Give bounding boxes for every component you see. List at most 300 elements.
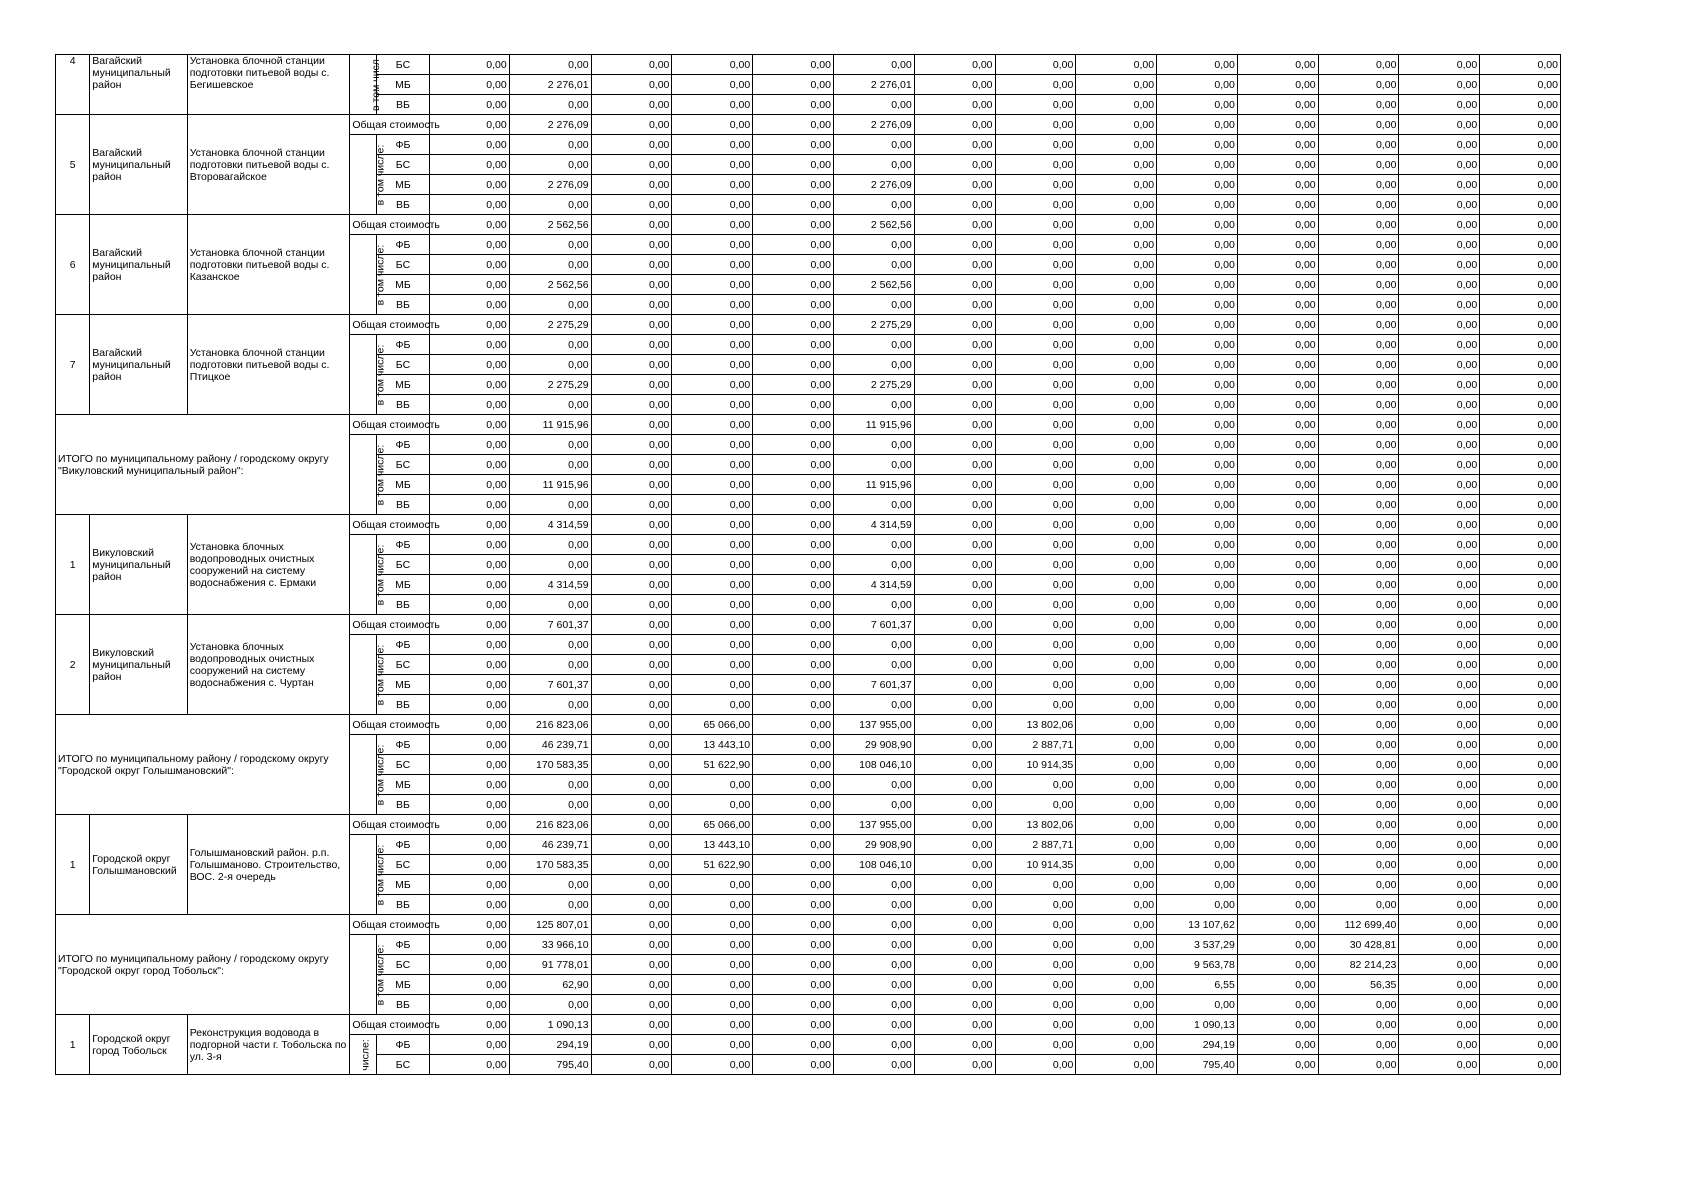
value-cell: 0,00 [753, 875, 834, 895]
value-cell: 4 314,59 [509, 515, 591, 535]
table-row [56, 215, 1642, 235]
fund-type-cell: ВБ [376, 195, 429, 215]
value-cell: 0,00 [1399, 575, 1480, 595]
value-cell: 0,00 [1399, 195, 1480, 215]
value-cell: 0,00 [672, 975, 753, 995]
value-cell: 0,00 [1399, 855, 1480, 875]
value-cell: 0,00 [1480, 855, 1561, 875]
value-cell: 0,00 [914, 795, 995, 815]
value-cell: 0,00 [1237, 915, 1318, 935]
value-cell: 0,00 [672, 475, 753, 495]
value-cell: 0,00 [833, 255, 914, 275]
value-cell: 0,00 [1318, 875, 1399, 895]
value-cell: 0,00 [430, 715, 510, 735]
total-label-cell: ИТОГО по муниципальному району / городскому округу "Викуловский муниципальный район": [56, 415, 350, 515]
value-cell: 0,00 [430, 675, 510, 695]
value-cell: 0,00 [1237, 575, 1318, 595]
total-row [56, 715, 1642, 735]
value-cell: 0,00 [430, 295, 510, 315]
value-cell: 0,00 [753, 475, 834, 495]
total-label-cell: ИТОГО по муниципальному району / городскому округу "Городской округ Голышмановский": [56, 715, 350, 815]
including-text: в том числе: [374, 344, 387, 405]
value-cell: 0,00 [591, 335, 672, 355]
value-cell: 0,00 [430, 875, 510, 895]
value-cell: 0,00 [1318, 255, 1399, 275]
value-cell: 0,00 [753, 255, 834, 275]
value-cell: 0,00 [430, 795, 510, 815]
value-cell: 0,00 [1157, 855, 1238, 875]
value-cell: 0,00 [995, 515, 1076, 535]
including-text: в том числе: [374, 944, 387, 1005]
value-cell: 0,00 [1076, 595, 1157, 615]
value-cell: 0,00 [1399, 955, 1480, 975]
value-cell: 0,00 [833, 795, 914, 815]
total-cost-label: Общая стоимость [350, 915, 430, 935]
value-cell: 0,00 [1399, 95, 1480, 115]
value-cell: 0,00 [672, 895, 753, 915]
value-cell: 0,00 [833, 895, 914, 915]
value-cell: 0,00 [833, 595, 914, 615]
value-cell: 0,00 [591, 515, 672, 535]
value-cell: 0,00 [833, 535, 914, 555]
value-cell: 0,00 [1157, 655, 1238, 675]
value-cell: 2 276,09 [509, 115, 591, 135]
value-cell: 0,00 [753, 195, 834, 215]
value-cell: 0,00 [1399, 775, 1480, 795]
value-cell: 0,00 [753, 275, 834, 295]
value-cell: 0,00 [1399, 355, 1480, 375]
fund-type-cell: МБ [376, 275, 429, 295]
table-row [56, 815, 1642, 835]
fund-type-cell: МБ [376, 675, 429, 695]
value-cell: 0,00 [672, 195, 753, 215]
value-cell: 2 562,56 [509, 215, 591, 235]
value-cell: 0,00 [753, 1015, 834, 1035]
value-cell: 0,00 [430, 975, 510, 995]
total-cost-label: Общая стоимость [350, 1015, 430, 1035]
value-cell: 0,00 [1318, 435, 1399, 455]
value-cell: 0,00 [672, 375, 753, 395]
value-cell: 0,00 [1076, 1055, 1157, 1075]
value-cell: 0,00 [1480, 435, 1561, 455]
value-cell: 0,00 [591, 655, 672, 675]
value-cell: 0,00 [995, 775, 1076, 795]
value-cell: 0,00 [591, 795, 672, 815]
including-label [350, 335, 387, 415]
value-cell: 0,00 [995, 575, 1076, 595]
value-cell: 0,00 [753, 855, 834, 875]
value-cell: 0,00 [672, 355, 753, 375]
value-cell: 0,00 [1237, 135, 1318, 155]
value-cell: 0,00 [672, 535, 753, 555]
value-cell: 0,00 [509, 95, 591, 115]
value-cell: 0,00 [1480, 415, 1561, 435]
value-cell: 0,00 [1237, 975, 1318, 995]
value-cell: 0,00 [591, 95, 672, 115]
value-cell: 0,00 [1237, 1035, 1318, 1055]
including-label [350, 1035, 377, 1075]
row-index: 1 [56, 815, 90, 915]
value-cell: 0,00 [833, 695, 914, 715]
value-cell: 0,00 [1318, 815, 1399, 835]
value-cell: 11 915,96 [833, 415, 914, 435]
value-cell: 0,00 [753, 535, 834, 555]
value-cell: 0,00 [591, 215, 672, 235]
value-cell: 0,00 [591, 855, 672, 875]
value-cell: 0,00 [672, 115, 753, 135]
value-cell: 0,00 [1480, 215, 1561, 235]
value-cell: 0,00 [1480, 915, 1561, 935]
value-cell: 0,00 [1237, 615, 1318, 635]
value-cell: 2 276,01 [509, 75, 591, 95]
fund-type-cell: МБ [376, 175, 429, 195]
value-cell: 0,00 [1318, 795, 1399, 815]
value-cell: 0,00 [753, 115, 834, 135]
value-cell: 0,00 [1399, 455, 1480, 475]
value-cell: 0,00 [1157, 835, 1238, 855]
value-cell: 0,00 [753, 935, 834, 955]
value-cell: 51 622,90 [672, 855, 753, 875]
value-cell: 0,00 [1237, 175, 1318, 195]
value-cell: 0,00 [1076, 275, 1157, 295]
value-cell: 13 802,06 [995, 715, 1076, 735]
fund-type-cell: ВБ [376, 995, 429, 1015]
value-cell: 0,00 [995, 375, 1076, 395]
value-cell: 0,00 [1237, 795, 1318, 815]
fund-type-cell: ФБ [376, 135, 429, 155]
value-cell: 0,00 [1076, 835, 1157, 855]
value-cell: 9 563,78 [1157, 955, 1238, 975]
value-cell: 0,00 [1237, 1015, 1318, 1035]
value-cell: 0,00 [591, 915, 672, 935]
value-cell: 0,00 [914, 1015, 995, 1035]
value-cell: 0,00 [1318, 555, 1399, 575]
fund-type-cell: БС [376, 355, 429, 375]
value-cell: 0,00 [1318, 1035, 1399, 1055]
value-cell: 0,00 [753, 335, 834, 355]
value-cell: 0,00 [914, 175, 995, 195]
value-cell: 0,00 [672, 695, 753, 715]
value-cell: 0,00 [509, 695, 591, 715]
municipality-cell: Вагайский муниципальный район [90, 115, 187, 215]
value-cell: 62,90 [509, 975, 591, 995]
value-cell: 0,00 [1157, 95, 1238, 115]
value-cell: 0,00 [1318, 715, 1399, 735]
value-cell: 0,00 [1318, 1015, 1399, 1035]
value-cell: 0,00 [672, 395, 753, 415]
value-cell: 0,00 [914, 155, 995, 175]
value-cell: 0,00 [1076, 895, 1157, 915]
value-cell: 0,00 [1399, 655, 1480, 675]
value-cell: 0,00 [1237, 755, 1318, 775]
value-cell: 0,00 [509, 435, 591, 455]
value-cell: 0,00 [1399, 1035, 1480, 1055]
value-cell: 0,00 [1480, 575, 1561, 595]
value-cell: 0,00 [509, 775, 591, 795]
value-cell: 0,00 [1237, 215, 1318, 235]
fund-type-cell: БС [376, 855, 429, 875]
value-cell: 0,00 [753, 95, 834, 115]
value-cell: 0,00 [1076, 495, 1157, 515]
including-text: в том числе: [374, 244, 387, 305]
value-cell: 0,00 [1318, 595, 1399, 615]
value-cell: 0,00 [914, 975, 995, 995]
value-cell: 0,00 [833, 655, 914, 675]
value-cell: 0,00 [1480, 595, 1561, 615]
value-cell: 0,00 [1076, 95, 1157, 115]
value-cell: 0,00 [1318, 415, 1399, 435]
value-cell: 0,00 [1399, 215, 1480, 235]
value-cell: 0,00 [1237, 355, 1318, 375]
value-cell: 0,00 [753, 55, 834, 75]
value-cell: 0,00 [1076, 315, 1157, 335]
value-cell: 0,00 [1480, 635, 1561, 655]
value-cell: 1 090,13 [509, 1015, 591, 1035]
value-cell: 0,00 [1399, 975, 1480, 995]
value-cell: 0,00 [833, 355, 914, 375]
including-label [350, 935, 387, 1015]
value-cell: 0,00 [753, 1055, 834, 1075]
value-cell: 0,00 [1237, 95, 1318, 115]
value-cell: 0,00 [1399, 395, 1480, 415]
value-cell: 0,00 [914, 915, 995, 935]
value-cell: 2 562,56 [833, 275, 914, 295]
value-cell: 0,00 [1480, 655, 1561, 675]
value-cell: 0,00 [430, 995, 510, 1015]
value-cell: 0,00 [1318, 495, 1399, 515]
value-cell: 0,00 [1237, 335, 1318, 355]
value-cell: 0,00 [995, 135, 1076, 155]
value-cell: 0,00 [509, 255, 591, 275]
value-cell: 0,00 [1480, 775, 1561, 795]
municipality-cell: Викуловский муниципальный район [90, 515, 187, 615]
value-cell: 0,00 [1237, 395, 1318, 415]
value-cell: 0,00 [509, 535, 591, 555]
value-cell: 10 914,35 [995, 755, 1076, 775]
value-cell: 0,00 [1399, 1015, 1480, 1035]
value-cell: 0,00 [1480, 115, 1561, 135]
value-cell: 0,00 [1480, 755, 1561, 775]
value-cell: 0,00 [430, 115, 510, 135]
value-cell: 0,00 [1076, 475, 1157, 495]
value-cell: 0,00 [430, 655, 510, 675]
value-cell: 2 275,29 [509, 375, 591, 395]
value-cell: 0,00 [591, 535, 672, 555]
value-cell: 0,00 [1399, 675, 1480, 695]
value-cell: 0,00 [914, 355, 995, 375]
table-row [56, 1015, 1642, 1035]
value-cell: 0,00 [1076, 615, 1157, 635]
value-cell: 13 443,10 [672, 835, 753, 855]
value-cell: 0,00 [430, 475, 510, 495]
value-cell: 0,00 [914, 435, 995, 455]
value-cell: 0,00 [672, 435, 753, 455]
value-cell: 0,00 [753, 895, 834, 915]
value-cell: 0,00 [833, 295, 914, 315]
value-cell: 0,00 [1237, 835, 1318, 855]
value-cell: 0,00 [509, 655, 591, 675]
value-cell: 0,00 [1318, 455, 1399, 475]
value-cell: 0,00 [1076, 515, 1157, 535]
value-cell: 0,00 [1480, 275, 1561, 295]
value-cell: 0,00 [753, 695, 834, 715]
value-cell: 0,00 [914, 295, 995, 315]
value-cell: 0,00 [1076, 815, 1157, 835]
value-cell: 0,00 [1318, 115, 1399, 135]
value-cell: 0,00 [1399, 135, 1480, 155]
value-cell: 0,00 [1076, 375, 1157, 395]
value-cell: 0,00 [1076, 255, 1157, 275]
total-cost-label: Общая стоимость [350, 415, 430, 435]
including-label [350, 635, 387, 715]
value-cell: 0,00 [1480, 535, 1561, 555]
value-cell: 0,00 [430, 735, 510, 755]
value-cell: 0,00 [995, 795, 1076, 815]
value-cell: 0,00 [1399, 175, 1480, 195]
value-cell: 0,00 [1237, 195, 1318, 215]
value-cell: 0,00 [1318, 515, 1399, 535]
value-cell: 0,00 [1076, 295, 1157, 315]
value-cell: 0,00 [753, 555, 834, 575]
value-cell: 29 908,90 [833, 835, 914, 855]
value-cell: 0,00 [672, 495, 753, 515]
value-cell: 11 915,96 [509, 415, 591, 435]
value-cell: 0,00 [1157, 375, 1238, 395]
value-cell: 0,00 [914, 135, 995, 155]
value-cell: 0,00 [430, 415, 510, 435]
table-row [56, 615, 1642, 635]
value-cell: 0,00 [1076, 955, 1157, 975]
fund-type-cell: ФБ [376, 435, 429, 455]
value-cell: 0,00 [672, 135, 753, 155]
value-cell: 0,00 [1480, 515, 1561, 535]
value-cell: 0,00 [430, 75, 510, 95]
value-cell: 0,00 [1318, 175, 1399, 195]
value-cell: 0,00 [591, 815, 672, 835]
value-cell: 0,00 [1157, 775, 1238, 795]
value-cell: 0,00 [1076, 635, 1157, 655]
value-cell: 0,00 [995, 455, 1076, 475]
value-cell: 0,00 [753, 175, 834, 195]
value-cell: 0,00 [430, 615, 510, 635]
value-cell: 0,00 [914, 415, 995, 435]
value-cell: 0,00 [591, 735, 672, 755]
value-cell: 0,00 [430, 195, 510, 215]
value-cell: 0,00 [1480, 1035, 1561, 1055]
total-cost-label: Общая стоимость [350, 215, 430, 235]
value-cell: 0,00 [995, 555, 1076, 575]
value-cell: 112 699,40 [1318, 915, 1399, 935]
including-text: числе: [360, 1038, 373, 1071]
value-cell: 0,00 [1157, 315, 1238, 335]
value-cell: 0,00 [914, 675, 995, 695]
value-cell: 0,00 [509, 55, 591, 75]
value-cell: 0,00 [591, 975, 672, 995]
value-cell: 0,00 [430, 755, 510, 775]
value-cell: 0,00 [1157, 115, 1238, 135]
value-cell: 2 275,29 [833, 375, 914, 395]
value-cell: 0,00 [914, 275, 995, 295]
value-cell: 0,00 [1318, 695, 1399, 715]
value-cell: 0,00 [914, 1055, 995, 1075]
value-cell: 0,00 [995, 1015, 1076, 1035]
value-cell: 0,00 [509, 395, 591, 415]
value-cell: 0,00 [430, 915, 510, 935]
fund-type-cell: ВБ [376, 95, 429, 115]
value-cell: 0,00 [430, 495, 510, 515]
value-cell: 0,00 [833, 1015, 914, 1035]
value-cell: 0,00 [1480, 255, 1561, 275]
value-cell: 0,00 [430, 155, 510, 175]
fund-type-cell: БС [376, 55, 429, 75]
value-cell: 0,00 [1237, 815, 1318, 835]
value-cell: 0,00 [591, 995, 672, 1015]
value-cell: 0,00 [1076, 795, 1157, 815]
value-cell: 0,00 [914, 835, 995, 855]
fund-type-cell: МБ [376, 975, 429, 995]
value-cell: 0,00 [591, 835, 672, 855]
total-cost-label: Общая стоимость [350, 315, 430, 335]
value-cell: 0,00 [1480, 975, 1561, 995]
value-cell: 0,00 [753, 435, 834, 455]
value-cell: 0,00 [591, 435, 672, 455]
value-cell: 0,00 [1318, 215, 1399, 235]
fund-type-cell: БС [376, 155, 429, 175]
value-cell: 0,00 [509, 795, 591, 815]
value-cell: 0,00 [672, 915, 753, 935]
value-cell: 0,00 [430, 335, 510, 355]
value-cell: 0,00 [672, 935, 753, 955]
value-cell: 0,00 [1399, 635, 1480, 655]
value-cell: 0,00 [1237, 435, 1318, 455]
value-cell: 0,00 [1157, 475, 1238, 495]
value-cell: 0,00 [833, 875, 914, 895]
value-cell: 0,00 [430, 355, 510, 375]
value-cell: 0,00 [591, 775, 672, 795]
value-cell: 0,00 [753, 215, 834, 235]
value-cell: 0,00 [1480, 555, 1561, 575]
object-cell: Реконструкция водовода в подгорной части г. Тобольска по ул. 3-я [187, 1015, 350, 1075]
fund-type-cell: ВБ [376, 495, 429, 515]
value-cell: 0,00 [1318, 235, 1399, 255]
value-cell: 13 107,62 [1157, 915, 1238, 935]
value-cell: 0,00 [753, 75, 834, 95]
value-cell: 0,00 [995, 195, 1076, 215]
value-cell: 0,00 [509, 595, 591, 615]
value-cell: 0,00 [753, 915, 834, 935]
value-cell: 0,00 [1157, 135, 1238, 155]
table-body [56, 55, 1642, 1075]
value-cell: 0,00 [1076, 155, 1157, 175]
value-cell: 0,00 [753, 135, 834, 155]
value-cell: 29 908,90 [833, 735, 914, 755]
value-cell: 0,00 [914, 215, 995, 235]
fund-type-cell: МБ [376, 375, 429, 395]
value-cell: 65 066,00 [672, 815, 753, 835]
value-cell: 0,00 [995, 435, 1076, 455]
value-cell: 0,00 [1399, 715, 1480, 735]
row-index: 7 [56, 315, 90, 415]
value-cell: 0,00 [430, 315, 510, 335]
value-cell: 0,00 [672, 1015, 753, 1035]
value-cell: 0,00 [1237, 475, 1318, 495]
value-cell: 0,00 [914, 955, 995, 975]
table-row [56, 115, 1642, 135]
value-cell: 0,00 [914, 475, 995, 495]
value-cell: 0,00 [672, 275, 753, 295]
value-cell: 0,00 [914, 235, 995, 255]
value-cell: 0,00 [1399, 755, 1480, 775]
